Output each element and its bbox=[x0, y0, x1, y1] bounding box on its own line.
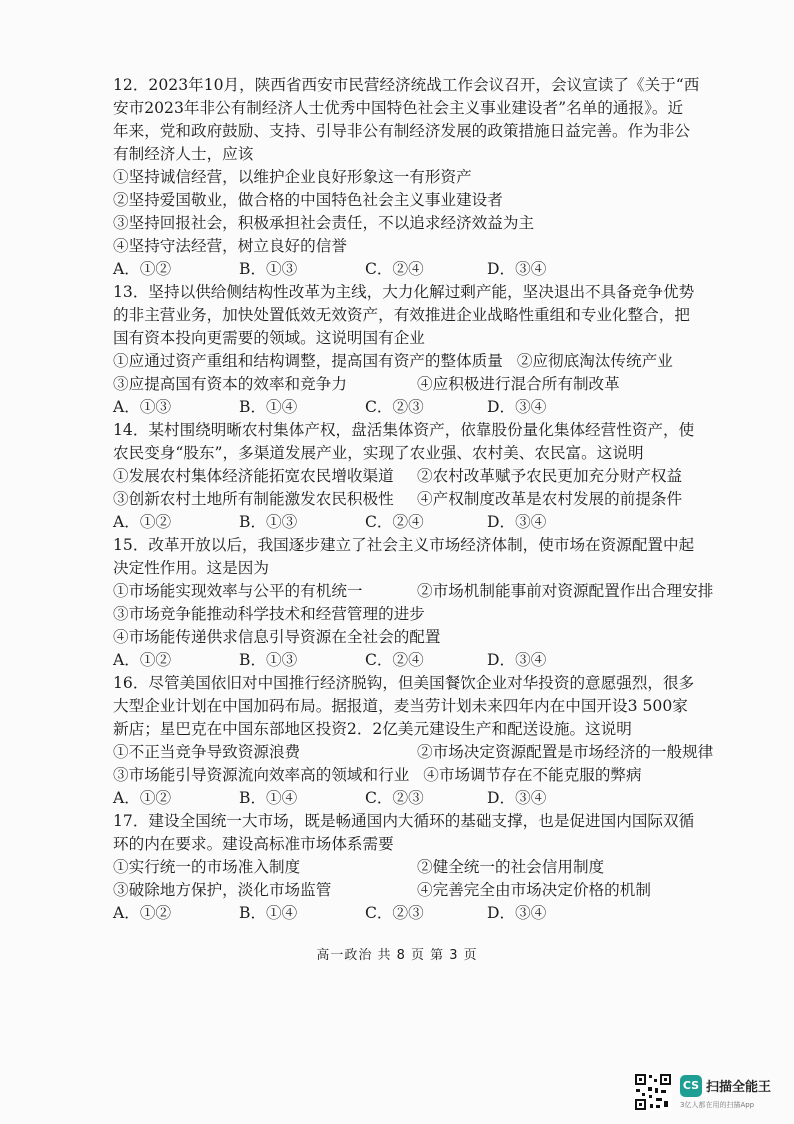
answer-option[interactable]: B．①④ bbox=[239, 789, 298, 807]
question-stem-line: 安市2023年非公有制经济人士优秀中国特色社会主义事业建设者”名单的通报》。近 bbox=[113, 99, 684, 117]
answer-options bbox=[113, 511, 685, 534]
answer-option[interactable]: A．①② bbox=[113, 789, 172, 807]
answer-option[interactable]: D．③④ bbox=[487, 904, 547, 922]
scanner-watermark bbox=[634, 1073, 784, 1117]
statement-row bbox=[113, 580, 714, 603]
question-block bbox=[113, 672, 714, 810]
statement-row bbox=[113, 373, 685, 396]
statement: ①市场能实现效率与公平的有机统一 bbox=[113, 582, 363, 600]
answer-option[interactable]: B．①④ bbox=[239, 904, 298, 922]
statement: ②市场机制能事前对资源配置作出合理安排 bbox=[417, 582, 714, 600]
answer-option[interactable]: C．②④ bbox=[365, 260, 424, 278]
question-block bbox=[113, 419, 695, 534]
statement-row bbox=[113, 465, 685, 488]
statement: ②坚持爱国敬业，做合格的中国特色社会主义事业建设者 bbox=[113, 191, 503, 209]
question-stem-line: 决定性作用。这是因为 bbox=[113, 559, 269, 577]
statement: ①不正当竞争导致资源浪费 bbox=[113, 743, 301, 761]
statement-row bbox=[113, 488, 685, 511]
answer-option[interactable]: D．③④ bbox=[487, 651, 547, 669]
answer-option[interactable]: B．①③ bbox=[239, 651, 298, 669]
statement-row bbox=[113, 603, 685, 626]
answer-option[interactable]: A．①② bbox=[113, 651, 172, 669]
answer-option[interactable]: C．②③ bbox=[365, 398, 424, 416]
statement: ①坚持诚信经营，以维护企业良好形象这一有形资产 bbox=[113, 168, 472, 186]
question-stem-line: 环的内在要求。建设高标准市场体系需要 bbox=[113, 835, 394, 853]
question-stem-line: 14．某村围绕明晰农村集体产权，盘活集体资产，依靠股份量化集体经营性资产，使 bbox=[113, 421, 695, 439]
question-stem-line: 的非主营业务，加快处置低效无效资产，有效推进企业战略性重组和专业化整合，把 bbox=[113, 306, 690, 324]
answer-option[interactable]: D．③④ bbox=[487, 398, 547, 416]
answer-option[interactable]: D．③④ bbox=[487, 260, 547, 278]
statement: ②市场决定资源配置是市场经济的一般规律 bbox=[417, 743, 714, 761]
statement-row bbox=[113, 741, 714, 764]
question-block bbox=[113, 281, 695, 419]
question-stem-line: 新店；星巴克在中国东部地区投资2．2亿美元建设生产和配送设施。这说明 bbox=[113, 720, 632, 738]
question-stem-line: 国有资本投向更需要的领域。这说明国有企业 bbox=[113, 329, 425, 347]
answer-option[interactable]: B．①③ bbox=[239, 513, 298, 531]
answer-option[interactable]: A．①② bbox=[113, 260, 172, 278]
statement: ④市场能传递供求信息引导资源在全社会的配置 bbox=[113, 628, 441, 646]
answer-option[interactable]: A．①② bbox=[113, 513, 172, 531]
statement-row bbox=[113, 212, 685, 235]
statement: ①实行统一的市场准入制度 bbox=[113, 858, 301, 876]
answer-option[interactable]: C．②③ bbox=[365, 789, 424, 807]
app-tagline: 3亿人都在用的扫描App bbox=[680, 1101, 755, 1109]
statement: ③应提高国有资本的效率和竞争力 bbox=[113, 375, 347, 393]
questions-area bbox=[113, 74, 714, 925]
question-stem-line: 15．改革开放以后，我国逐步建立了社会主义市场经济体制，使市场在资源配置中起 bbox=[113, 536, 695, 554]
statement-row bbox=[113, 166, 685, 189]
statement: ④应积极进行混合所有制改革 bbox=[417, 375, 620, 393]
answer-option[interactable]: B．①④ bbox=[239, 398, 298, 416]
app-name: 扫描全能王 bbox=[706, 1080, 772, 1095]
answer-options bbox=[113, 649, 685, 672]
answer-option[interactable]: C．②④ bbox=[365, 513, 424, 531]
statement: ①应通过资产重组和结构调整，提高国有资产的整体质量 bbox=[113, 352, 503, 370]
answer-option[interactable]: C．②④ bbox=[365, 651, 424, 669]
statement-row bbox=[113, 626, 685, 649]
question-stem-line: 17．建设全国统一大市场，既是畅通国内大循环的基础支撑，也是促进国内国际双循 bbox=[113, 812, 695, 830]
answer-option[interactable]: A．①② bbox=[113, 904, 172, 922]
statement-row bbox=[113, 879, 685, 902]
question-stem-line: 13．坚持以供给侧结构性改革为主线，大力化解过剩产能，坚决退出不具备竞争优势 bbox=[113, 283, 695, 301]
answer-option[interactable]: C．②③ bbox=[365, 904, 424, 922]
statement: ③坚持回报社会，积极承担社会责任，不以追求经济效益为主 bbox=[113, 214, 535, 232]
answer-option[interactable]: D．③④ bbox=[487, 789, 547, 807]
statement: ④产权制度改革是农村发展的前提条件 bbox=[417, 490, 683, 508]
qr-code-icon bbox=[634, 1073, 672, 1111]
question-stem-line: 有制经济人士，应该 bbox=[113, 145, 254, 163]
statement: ④市场调节存在不能克服的弊病 bbox=[423, 766, 642, 784]
answer-options bbox=[113, 902, 685, 925]
statement: ③创新农村土地所有制能激发农民积极性 bbox=[113, 490, 394, 508]
statement-row bbox=[113, 189, 685, 212]
answer-option[interactable]: A．①③ bbox=[113, 398, 172, 416]
question-stem-line: 大型企业计划在中国加码布局。据报道，麦当劳计划未来四年内在中国开设3 500家 bbox=[113, 697, 688, 715]
question-stem-line: 12．2023年10月，陕西省西安市民营经济统战工作会议召开，会议宣读了《关于“西 bbox=[113, 76, 700, 94]
statement: ②健全统一的社会信用制度 bbox=[417, 858, 605, 876]
statement: ①发展农村集体经济能拓宽农民增收渠道 bbox=[113, 467, 394, 485]
answer-option[interactable]: B．①③ bbox=[239, 260, 298, 278]
statement: ③市场竞争能推动科学技术和经营管理的进步 bbox=[113, 605, 425, 623]
question-stem-line: 农民变身“股东”，多渠道发展产业，实现了农业强、农村美、农民富。这说明 bbox=[113, 444, 644, 462]
statement: ③破除地方保护，淡化市场监管 bbox=[113, 881, 332, 899]
answer-option[interactable]: D．③④ bbox=[487, 513, 547, 531]
statement-row bbox=[113, 235, 685, 258]
question-stem-line: 年来，党和政府鼓励、支持、引导非公有制经济发展的政策措施日益完善。作为非公 bbox=[113, 122, 690, 140]
statement: ②应彻底淘汰传统产业 bbox=[516, 352, 673, 370]
answer-options bbox=[113, 396, 685, 419]
statement-row bbox=[113, 856, 685, 879]
statement: ④完善完全由市场决定价格的机制 bbox=[417, 881, 651, 899]
statement-row bbox=[113, 350, 685, 373]
statement: ②农村改革赋予农民更加充分财产权益 bbox=[417, 467, 683, 485]
answer-options bbox=[113, 787, 685, 810]
question-stem-line: 16．尽管美国依旧对中国推行经济脱钩，但美国餐饮企业对华投资的意愿强烈，很多 bbox=[113, 674, 695, 692]
question-block bbox=[113, 534, 714, 672]
answer-options bbox=[113, 258, 685, 281]
statement: ③市场能引导资源流向效率高的领域和行业 bbox=[113, 766, 410, 784]
statement-row bbox=[113, 764, 685, 787]
statement: ④坚持守法经营，树立良好的信誉 bbox=[113, 237, 347, 255]
camscanner-logo: CS bbox=[680, 1075, 702, 1097]
page-footer: 高一政治 共 8 页 第 3 页 bbox=[316, 948, 478, 963]
question-block bbox=[113, 74, 700, 281]
question-block bbox=[113, 810, 695, 925]
